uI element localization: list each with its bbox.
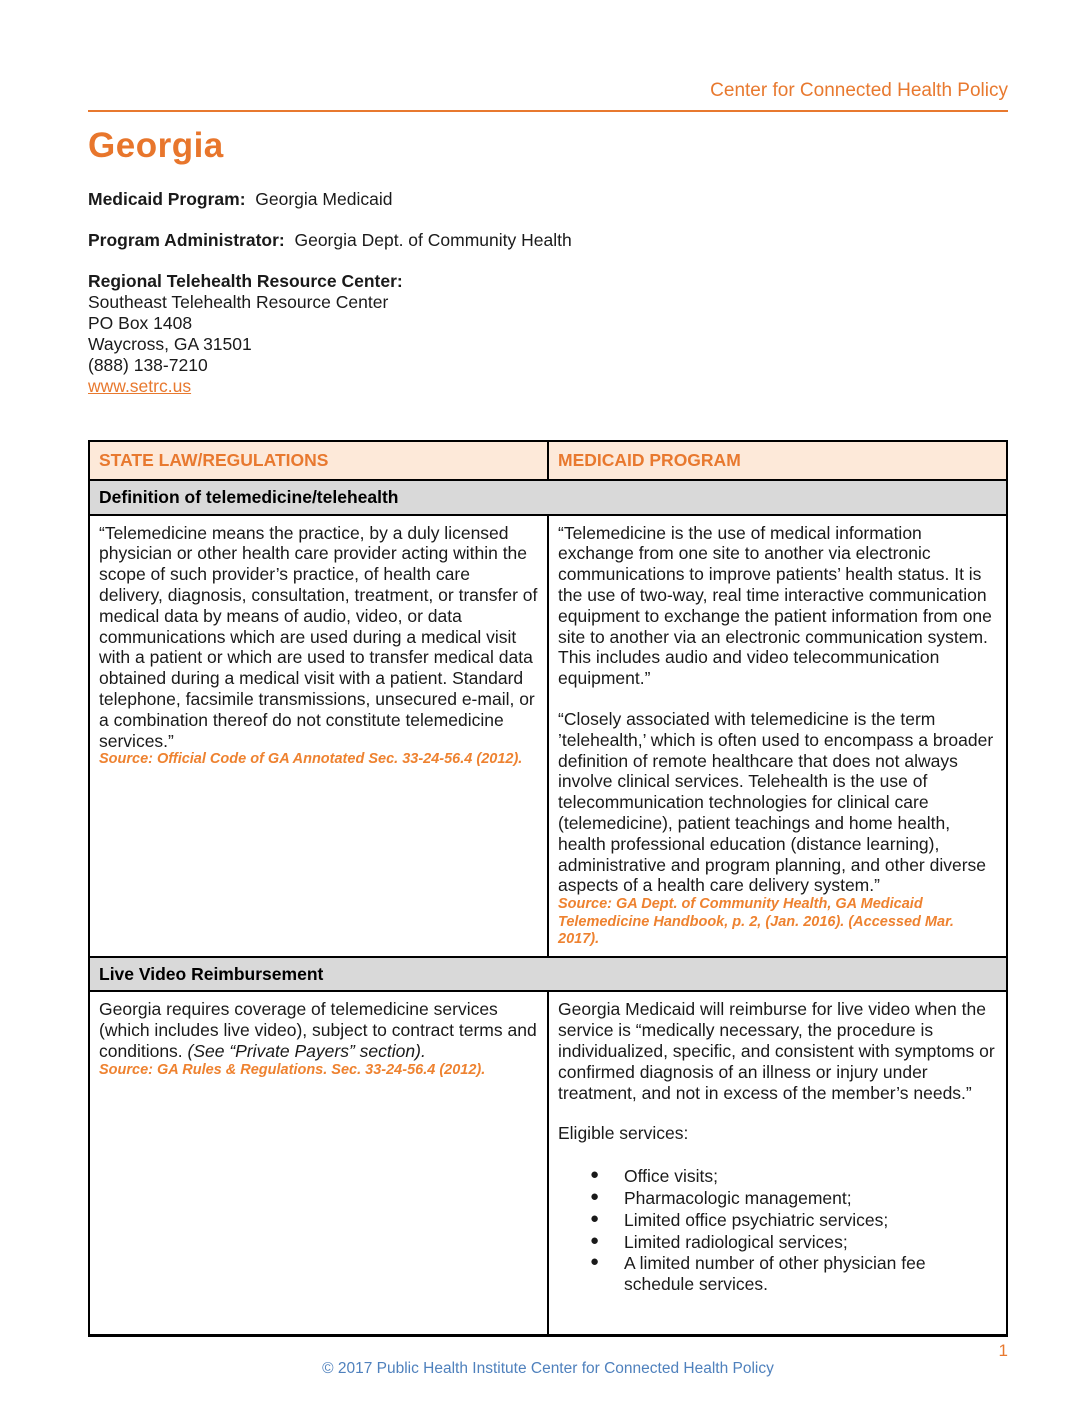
- medicaid-program-label: Medicaid Program:: [88, 189, 246, 209]
- definition-medicaid-paragraph-1: “Telemedicine is the use of medical information exchange from one site to another via electronic communications to improve patients’ health status. It is the use of two-way, real time interactive communication equipment to exchange the patient information from one site to another via an electronic communication system. This includes audio and video telecommunication equipment.”: [558, 522, 992, 689]
- rtrc-website-link[interactable]: www.setrc.us: [88, 376, 192, 396]
- section-heading-live-video: Live Video Reimbursement: [89, 957, 1007, 992]
- list-item: ● Pharmacologic management;: [590, 1188, 852, 1209]
- definition-state-law-source: Source: Official Code of GA Annotated Sec. 33-24-56.4 (2012).: [99, 751, 523, 768]
- program-administrator-label: Program Administrator:: [88, 230, 285, 250]
- rtrc-org-line: Southeast Telehealth Resource Center: [88, 292, 389, 312]
- list-item: ● Limited office psychiatric services;: [590, 1209, 889, 1230]
- definition-state-law-cell: [89, 515, 548, 957]
- bullet-icon: ●: [590, 1166, 600, 1184]
- rtrc-label: Regional Telehealth Resource Center:: [88, 271, 403, 291]
- column-header-medicaid: MEDICAID PROGRAM: [548, 441, 1007, 480]
- eligible-services-list: [558, 1166, 997, 1295]
- page-title: Georgia: [88, 126, 224, 165]
- program-info-block: [88, 189, 1008, 397]
- definition-state-law-text: “Telemedicine means the practice, by a duly licensed physician or other health care provider acting within the scope of such provider’s practice, of health care delivery, diagnosis, consultation, treatment, or transfer of medical data by means of audio, video, or data communications which are used during a medical visit with a patient or which are used to transfer medical data obtained during a medical visit with a patient. Standard telephone, facsimile transmissions, unsecured e-mail, or a combination thereof do not constitute telemedicine services.”: [99, 522, 538, 751]
- live-video-state-law-text: [99, 999, 538, 1061]
- live-video-state-law-source: Source: GA Rules & Regulations. Sec. 33-24-56.4 (2012).: [99, 1061, 486, 1078]
- list-item: ● Limited radiological services;: [590, 1231, 848, 1252]
- bullet-icon: ●: [590, 1209, 600, 1227]
- medicaid-program-value: Georgia Medicaid: [255, 189, 393, 209]
- medicaid-program-line: [88, 189, 1008, 210]
- rtrc-pobox-line: PO Box 1408: [88, 313, 193, 333]
- definition-medicaid-paragraph-2: “Closely associated with telemedicine is the term ’telehealth,’ which is often used to encompass a broader definition of remote healthcare that does not always involve clinical services. Telehealth is the use of telecommunication technologies for clinical care (telemedicine), patient teachings and home health, health professional education (distance learning), administrative and program planning, and other diverse aspects of a health care delivery system.”: [558, 708, 994, 896]
- section-header-row-definition: [89, 480, 1007, 515]
- live-video-state-law-cell: [89, 991, 548, 1335]
- section-header-row-live-video: [89, 957, 1007, 992]
- definition-medicaid-cell: [548, 515, 1007, 957]
- eligible-services-heading: Eligible services:: [558, 1123, 689, 1144]
- table-header-row: [89, 441, 1007, 480]
- table-row-definition: [89, 515, 1007, 957]
- rtrc-phone-line: (888) 138-7210: [88, 355, 208, 375]
- live-video-medicaid-paragraph: Georgia Medicaid will reimburse for live video when the service is “medically necessary, the procedure is individualized, specific, and consistent with symptoms or confirmed diagnosis of an illness or injury under treatment, and not in excess of the member’s needs.”: [558, 999, 995, 1103]
- list-item: ● Office visits;: [590, 1166, 719, 1187]
- page-number: 1: [998, 1341, 1008, 1360]
- program-administrator-line: [88, 230, 1008, 251]
- bullet-icon: ●: [590, 1231, 600, 1249]
- header-brand-text: Center for Connected Health Policy: [710, 80, 1008, 101]
- definition-medicaid-source: Source: GA Dept. of Community Health, GA Medicaid Telemedicine Handbook, p. 2, (Jan. 2016). (Accessed Mar. 2017).: [558, 896, 954, 948]
- policy-table: [88, 440, 1008, 1337]
- list-item: ● A limited number of other physician fee schedule services.: [590, 1253, 926, 1295]
- rtrc-city-line: Waycross, GA 31501: [88, 334, 252, 354]
- bullet-icon: ●: [590, 1188, 600, 1206]
- column-header-state-law: STATE LAW/REGULATIONS: [89, 441, 548, 480]
- bullet-icon: ●: [590, 1253, 600, 1271]
- program-administrator-value: Georgia Dept. of Community Health: [294, 230, 572, 250]
- table-row-live-video: [89, 991, 1007, 1335]
- header-brand: [88, 80, 1008, 112]
- section-heading-definition: Definition of telemedicine/telehealth: [89, 480, 1007, 515]
- live-video-medicaid-cell: [548, 991, 1007, 1335]
- footer-copyright: © 2017 Public Health Institute Center for Connected Health Policy: [322, 1360, 774, 1377]
- live-video-state-law-main: Georgia requires coverage of telemedicine services (which includes live video), subject to contract terms and conditions.: [99, 999, 537, 1062]
- live-video-state-law-note: (See “Private Payers” section).: [187, 1041, 426, 1062]
